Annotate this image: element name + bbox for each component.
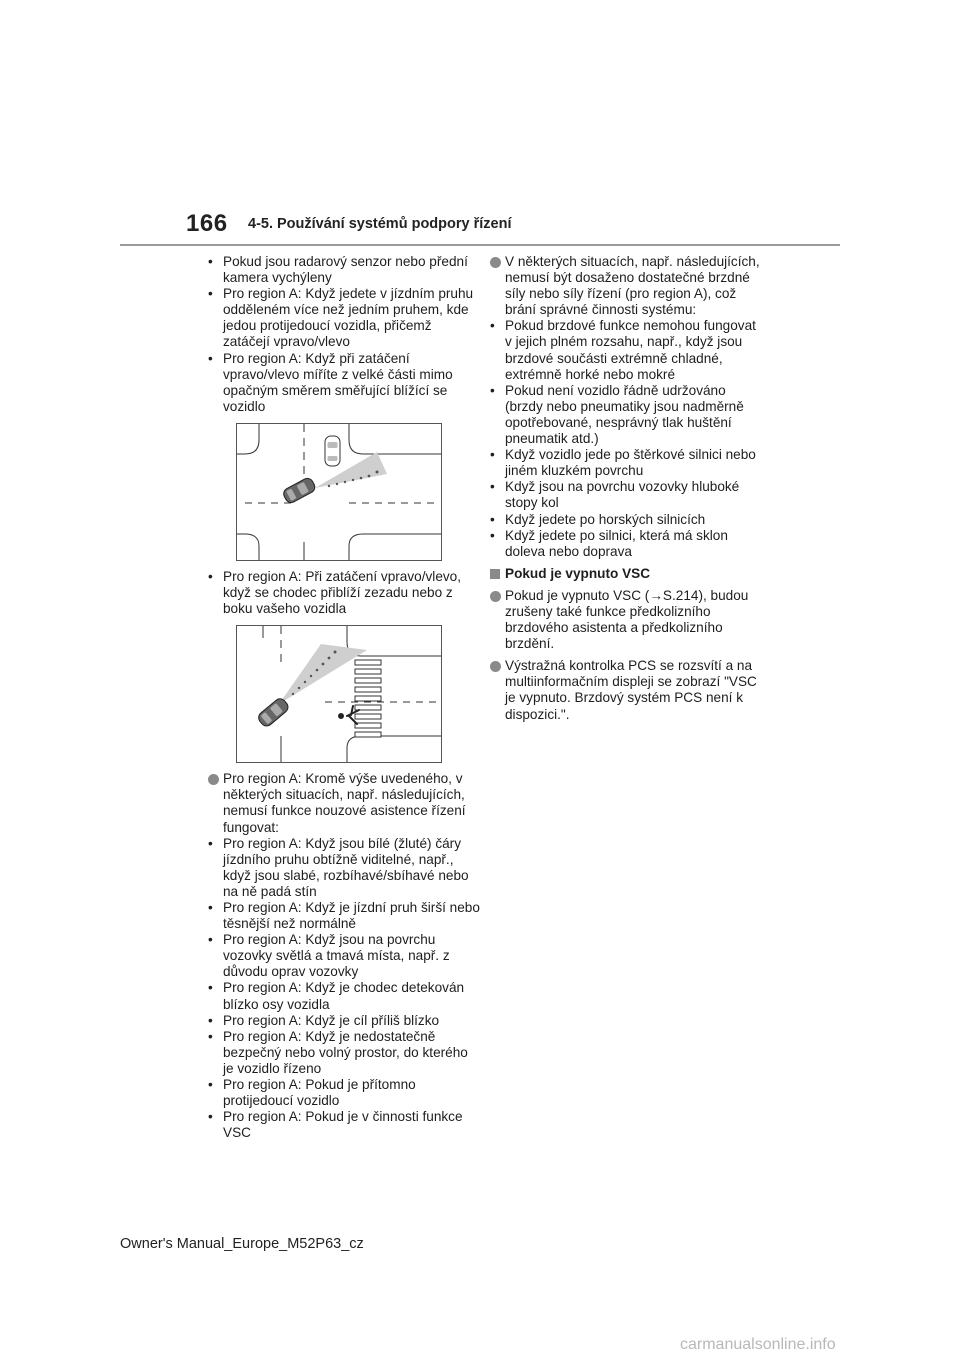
list-item: • Když jedete po silnici, která má sklon doleva nebo doprava [490,528,765,560]
list-item: • Pro region A: Když je nedostatečně bezpečný nebo volný prostor, do kterého je vozidlo řízeno [208,1029,480,1077]
circle-item-text: Pro region A: Kromě výše uvedeného, v některých situacích, např. následujících, nemusí funkce nouzové asistence řízení fungovat: [223,771,466,835]
section-title: 4-5. Používání systémů podpory řízení [248,216,512,232]
list-item: • Pro region A: Když jsou bílé (žluté) čáry jízdního pruhu obtížně viditelné, např., když jsou slabé, rozbíhavé/sbíhavé nebo na ně padá stín [208,836,480,900]
circle-item [490,658,765,722]
right-column [490,254,765,723]
circle-item [208,771,480,835]
list-item: • Pro region A: Pokud je přítomno protijedoucí vozidlo [208,1077,480,1109]
list-item: • Pokud brzdové funkce nemohou fungovat v jejich plném rozsahu, např., když jsou brzdové součásti extrémně chladné, extrémně horké nebo mokré [490,318,765,382]
vsc-heading-text: Pokud je vypnuto VSC [505,565,651,581]
page-number: 166 [186,210,228,237]
circle-bullet-icon [490,591,501,602]
list-item: • Pokud jsou radarový senzor nebo přední kamera vychýleny [208,254,480,286]
circle-item-text: Pokud je vypnuto VSC (→S.214), budou zrušeny také funkce předkolizního brzdového asistenta a předkolizního brzdění. [505,587,749,652]
list-item: • Pro region A: Když je jízdní pruh širší nebo těsnější než normálně [208,900,480,932]
left-column [208,254,480,1141]
list-item: • Pro region A: Když při zatáčení vpravo/vlevo míříte z velké části mimo opačným směrem směřující blížící se vozidlo [208,351,480,415]
list-item: • Pro region A: Pokud je v činnosti funkce VSC [208,1109,480,1141]
pedestrian-diagram [236,625,442,763]
list-item: • Když jsou na povrchu vozovky hluboké stopy kol [490,479,765,511]
list-item: • Když jedete po horských silnicích [490,512,765,528]
circle-item-text: Výstražná kontrolka PCS se rozsvítí a na multiinformačním displeji se zobrazí "VSC je vypnuto. Brzdový systém PCS není k dispozici.". [505,658,757,722]
square-bullet-icon [490,569,500,579]
circle-item [490,588,765,652]
circle-bullet-icon [490,661,501,672]
watermark: carmanualsonline.info [680,1336,836,1353]
list-item: • Pro region A: Když je cíl příliš blízko [208,1013,480,1029]
vsc-heading [490,566,765,582]
list-item: • Pro region A: Když je chodec detekován blízko osy vozidla [208,980,480,1012]
turning-vehicle-diagram [236,423,442,561]
list-item: • Pro region A: Když jedete v jízdním pruhu odděleném více než jedním pruhem, kde jedou protijedoucí vozidla, přičemž zatáčejí vpravo/vlevo [208,286,480,350]
circle-bullet-icon [208,774,219,785]
circle-item [490,254,765,318]
list-item: • Když vozidlo jede po štěrkové silnici nebo jiném kluzkém povrchu [490,447,765,479]
list-item: • Pro region A: Když jsou na povrchu vozovky světlá a tmavá místa, např. z důvodu oprav vozovky [208,932,480,980]
footer-manual-id: Owner's Manual_Europe_M52P63_cz [120,1236,364,1252]
list-item: • Pokud není vozidlo řádně udržováno (brzdy nebo pneumatiky jsou nadměrně opotřebované, nesprávný tlak huštění pneumatik atd.) [490,383,765,447]
circle-bullet-icon [490,257,501,268]
list-item: • Pro region A: Při zatáčení vpravo/vlevo, když se chodec přiblíží zezadu nebo z boku vašeho vozidla [208,569,480,617]
circle-item-text: V některých situacích, např. následujících, nemusí být dosaženo dostatečné brzdné síly nebo síly řízení (pro region A), což brání správné činnosti systému: [505,254,760,318]
header-rule [120,244,840,246]
